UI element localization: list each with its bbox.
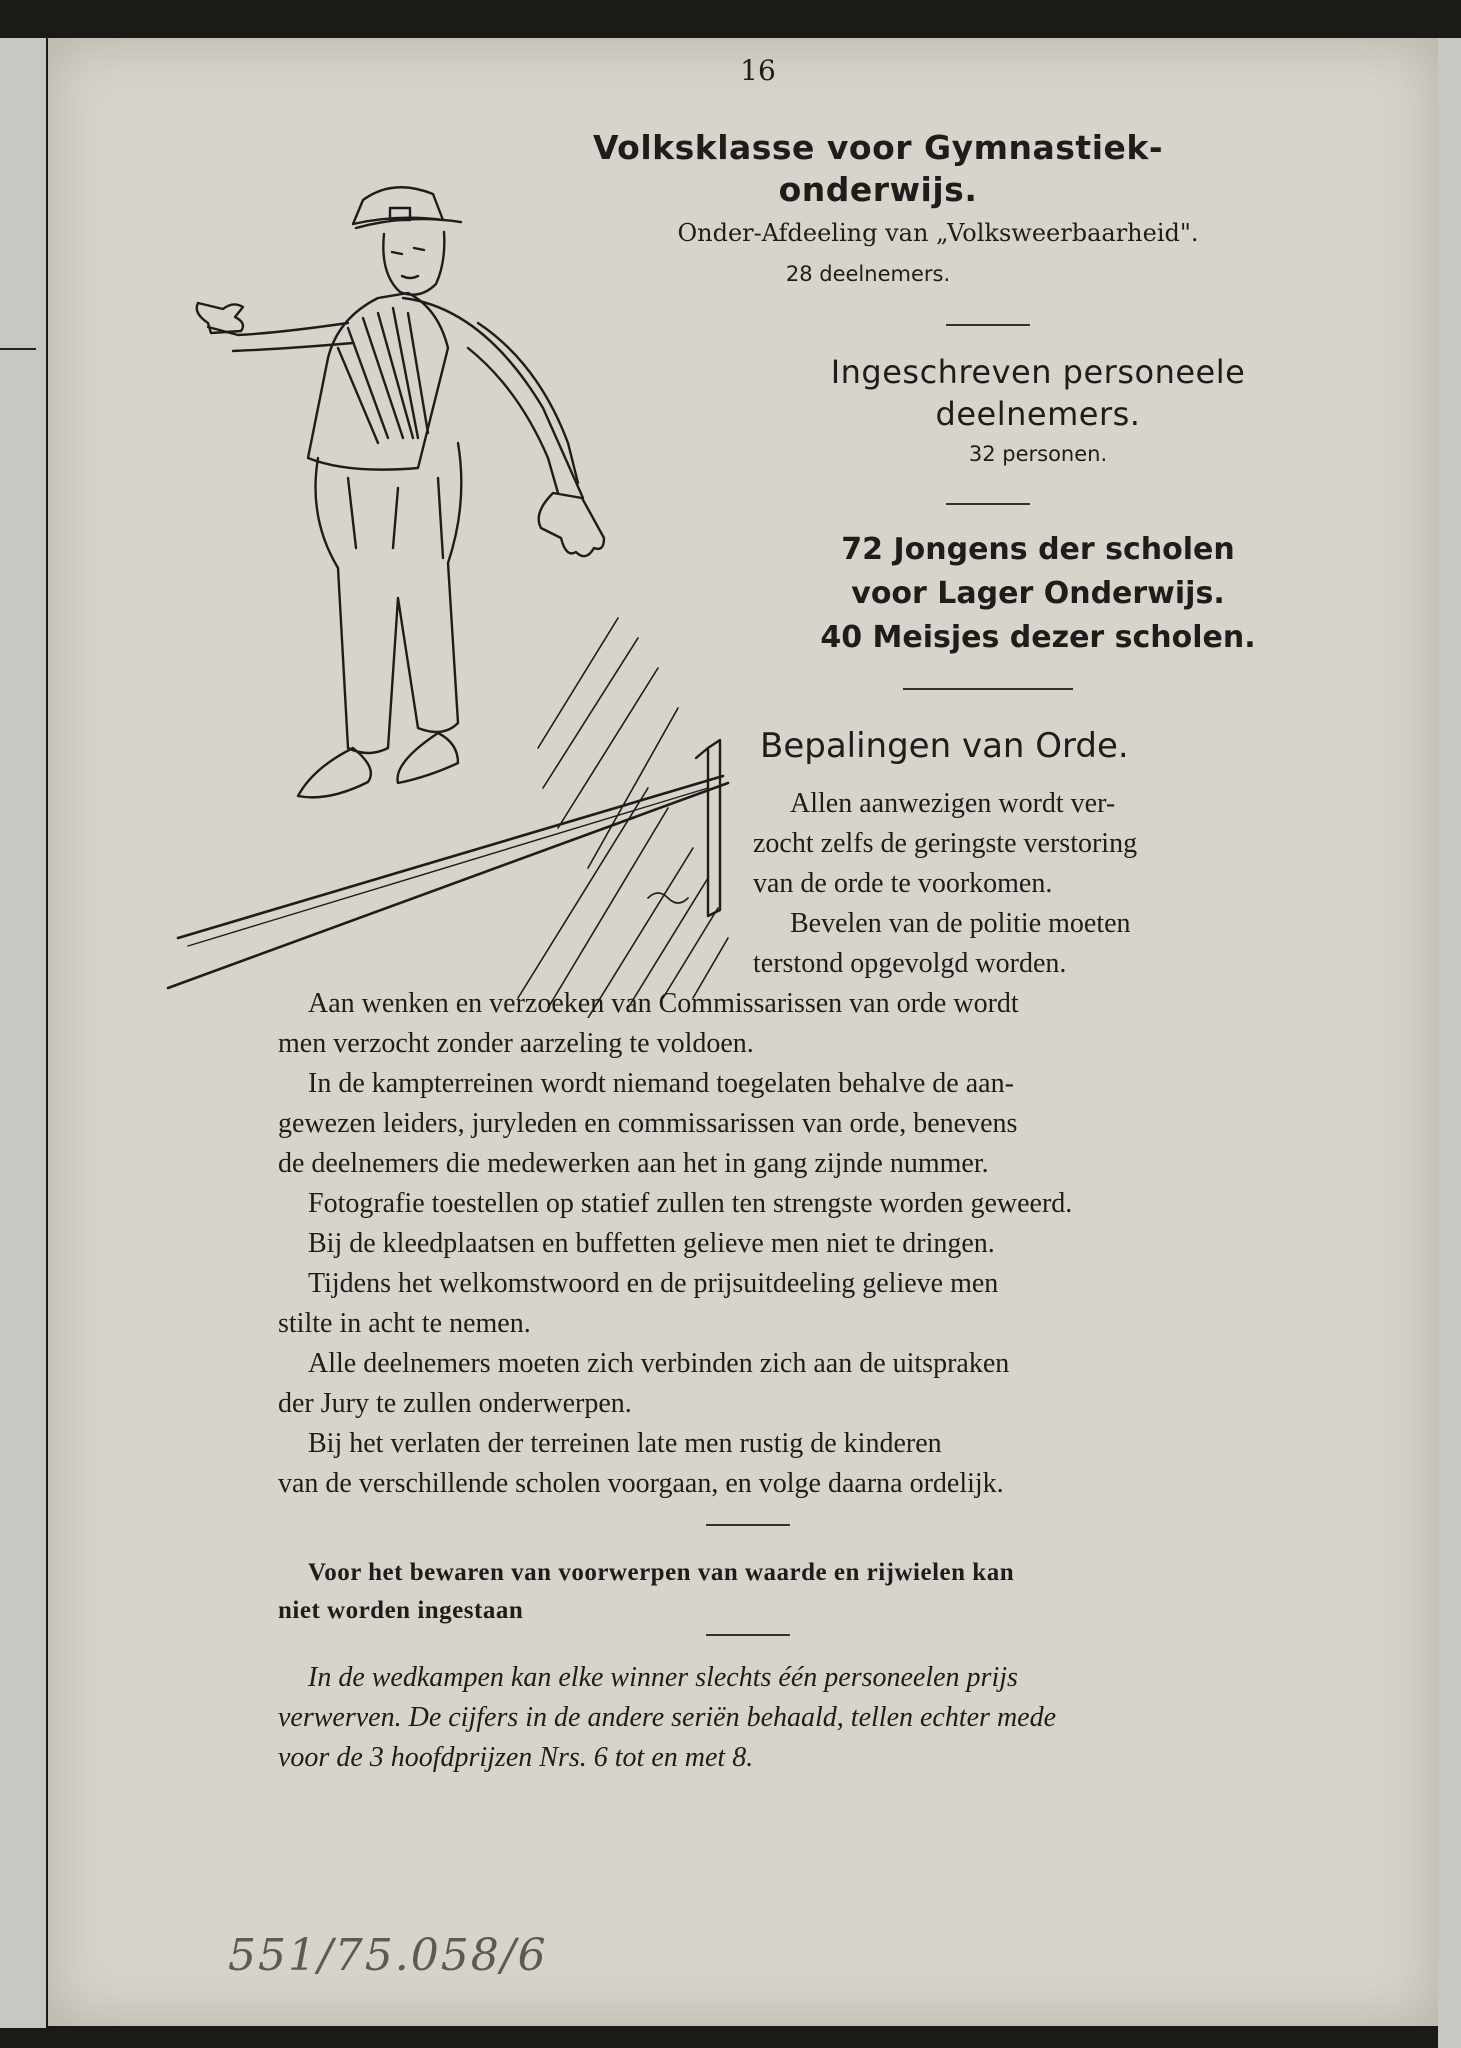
left-facing-page (0, 38, 46, 2028)
divider (946, 503, 1030, 505)
participant-count: 28 deelnemers. (785, 262, 951, 286)
schools-line2: voor Lager Onderwijs. (851, 576, 1225, 611)
divider (706, 1524, 790, 1526)
rules-line: Bevelen van de politie moeten (790, 908, 1131, 939)
rules-line: Tijdens het welkomstwoord en de prijsuitdeeling gelieve men (308, 1268, 999, 1299)
right-facing-page (1438, 38, 1461, 2048)
valuables-note-line1: Voor het bewaren van voorwerpen van waarde en rijwielen kan (308, 1559, 1015, 1586)
rules-line: zocht zelfs de geringste verstoring (753, 828, 1138, 859)
booklet-page (48, 38, 1438, 2026)
prize-note-line: verwerven. De cijfers in de andere seriën behaald, tellen echter mede (278, 1702, 1057, 1733)
rules-line: stilte in acht te nemen. (278, 1308, 531, 1339)
section-title-line2: onderwijs. (778, 170, 978, 209)
rules-line: men verzocht zonder aarzeling te voldoen. (278, 1028, 754, 1059)
rules-line: terstond opgevolgd worden. (753, 948, 1067, 979)
rules-line: Allen aanwezigen wordt ver- (790, 788, 1116, 819)
schools-line3: 40 Meisjes dezer scholen. (820, 620, 1256, 655)
section-subtitle: Onder-Afdeeling van „Volksweerbaarheid". (677, 219, 1199, 247)
rules-line: gewezen leiders, juryleden en commissarissen van orde, benevens (278, 1108, 1018, 1139)
prize-note-line: voor de 3 hoofdprijzen Nrs. 6 tot en met 8. (278, 1742, 754, 1773)
handwritten-catalog-number: 551/75.058/6 (228, 1930, 548, 1981)
schools-line1: 72 Jongens der scholen (841, 532, 1235, 567)
participant-count: 32 personen. (968, 442, 1108, 466)
rules-line: Aan wenken en verzoeken van Commissarissen van orde wordt (308, 988, 1019, 1019)
rules-line: In de kampterreinen wordt niemand toegelaten behalve de aan- (308, 1068, 1014, 1099)
rules-line: der Jury te zullen onderwerpen. (278, 1388, 632, 1419)
rules-heading: Bepalingen van Orde. (760, 726, 1129, 766)
section-title-line2: deelnemers. (935, 395, 1141, 433)
divider (903, 688, 1073, 690)
section-title-line1: Volksklasse voor Gymnastiek- (592, 128, 1164, 167)
rules-line: de deelnemers die medewerken aan het in gang zijnde nummer. (278, 1148, 989, 1179)
rules-line: Bij de kleedplaatsen en buffetten gelieve men niet te dringen. (308, 1228, 995, 1259)
divider (946, 324, 1030, 326)
rules-line: van de verschillende scholen voorgaan, en volge daarna ordelijk. (278, 1468, 1004, 1499)
section-title-line1: Ingeschreven personeele (830, 353, 1246, 391)
rules-line: Alle deelnemers moeten zich verbinden zich aan de uitspraken (308, 1348, 1010, 1379)
left-page-mark (0, 348, 36, 350)
divider (706, 1634, 790, 1636)
rules-line: Fotografie toestellen op statief zullen ten strengste worden geweerd. (308, 1188, 1073, 1219)
valuables-note-line2: niet worden ingestaan (278, 1597, 524, 1624)
rules-line: Bij het verlaten der terreinen late men rustig de kinderen (308, 1428, 942, 1459)
rules-line: van de orde te voorkomen. (753, 868, 1053, 899)
page-number: 16 (740, 54, 776, 87)
prize-note-line: In de wedkampen kan elke winner slechts één personeelen prijs (308, 1662, 1018, 1693)
